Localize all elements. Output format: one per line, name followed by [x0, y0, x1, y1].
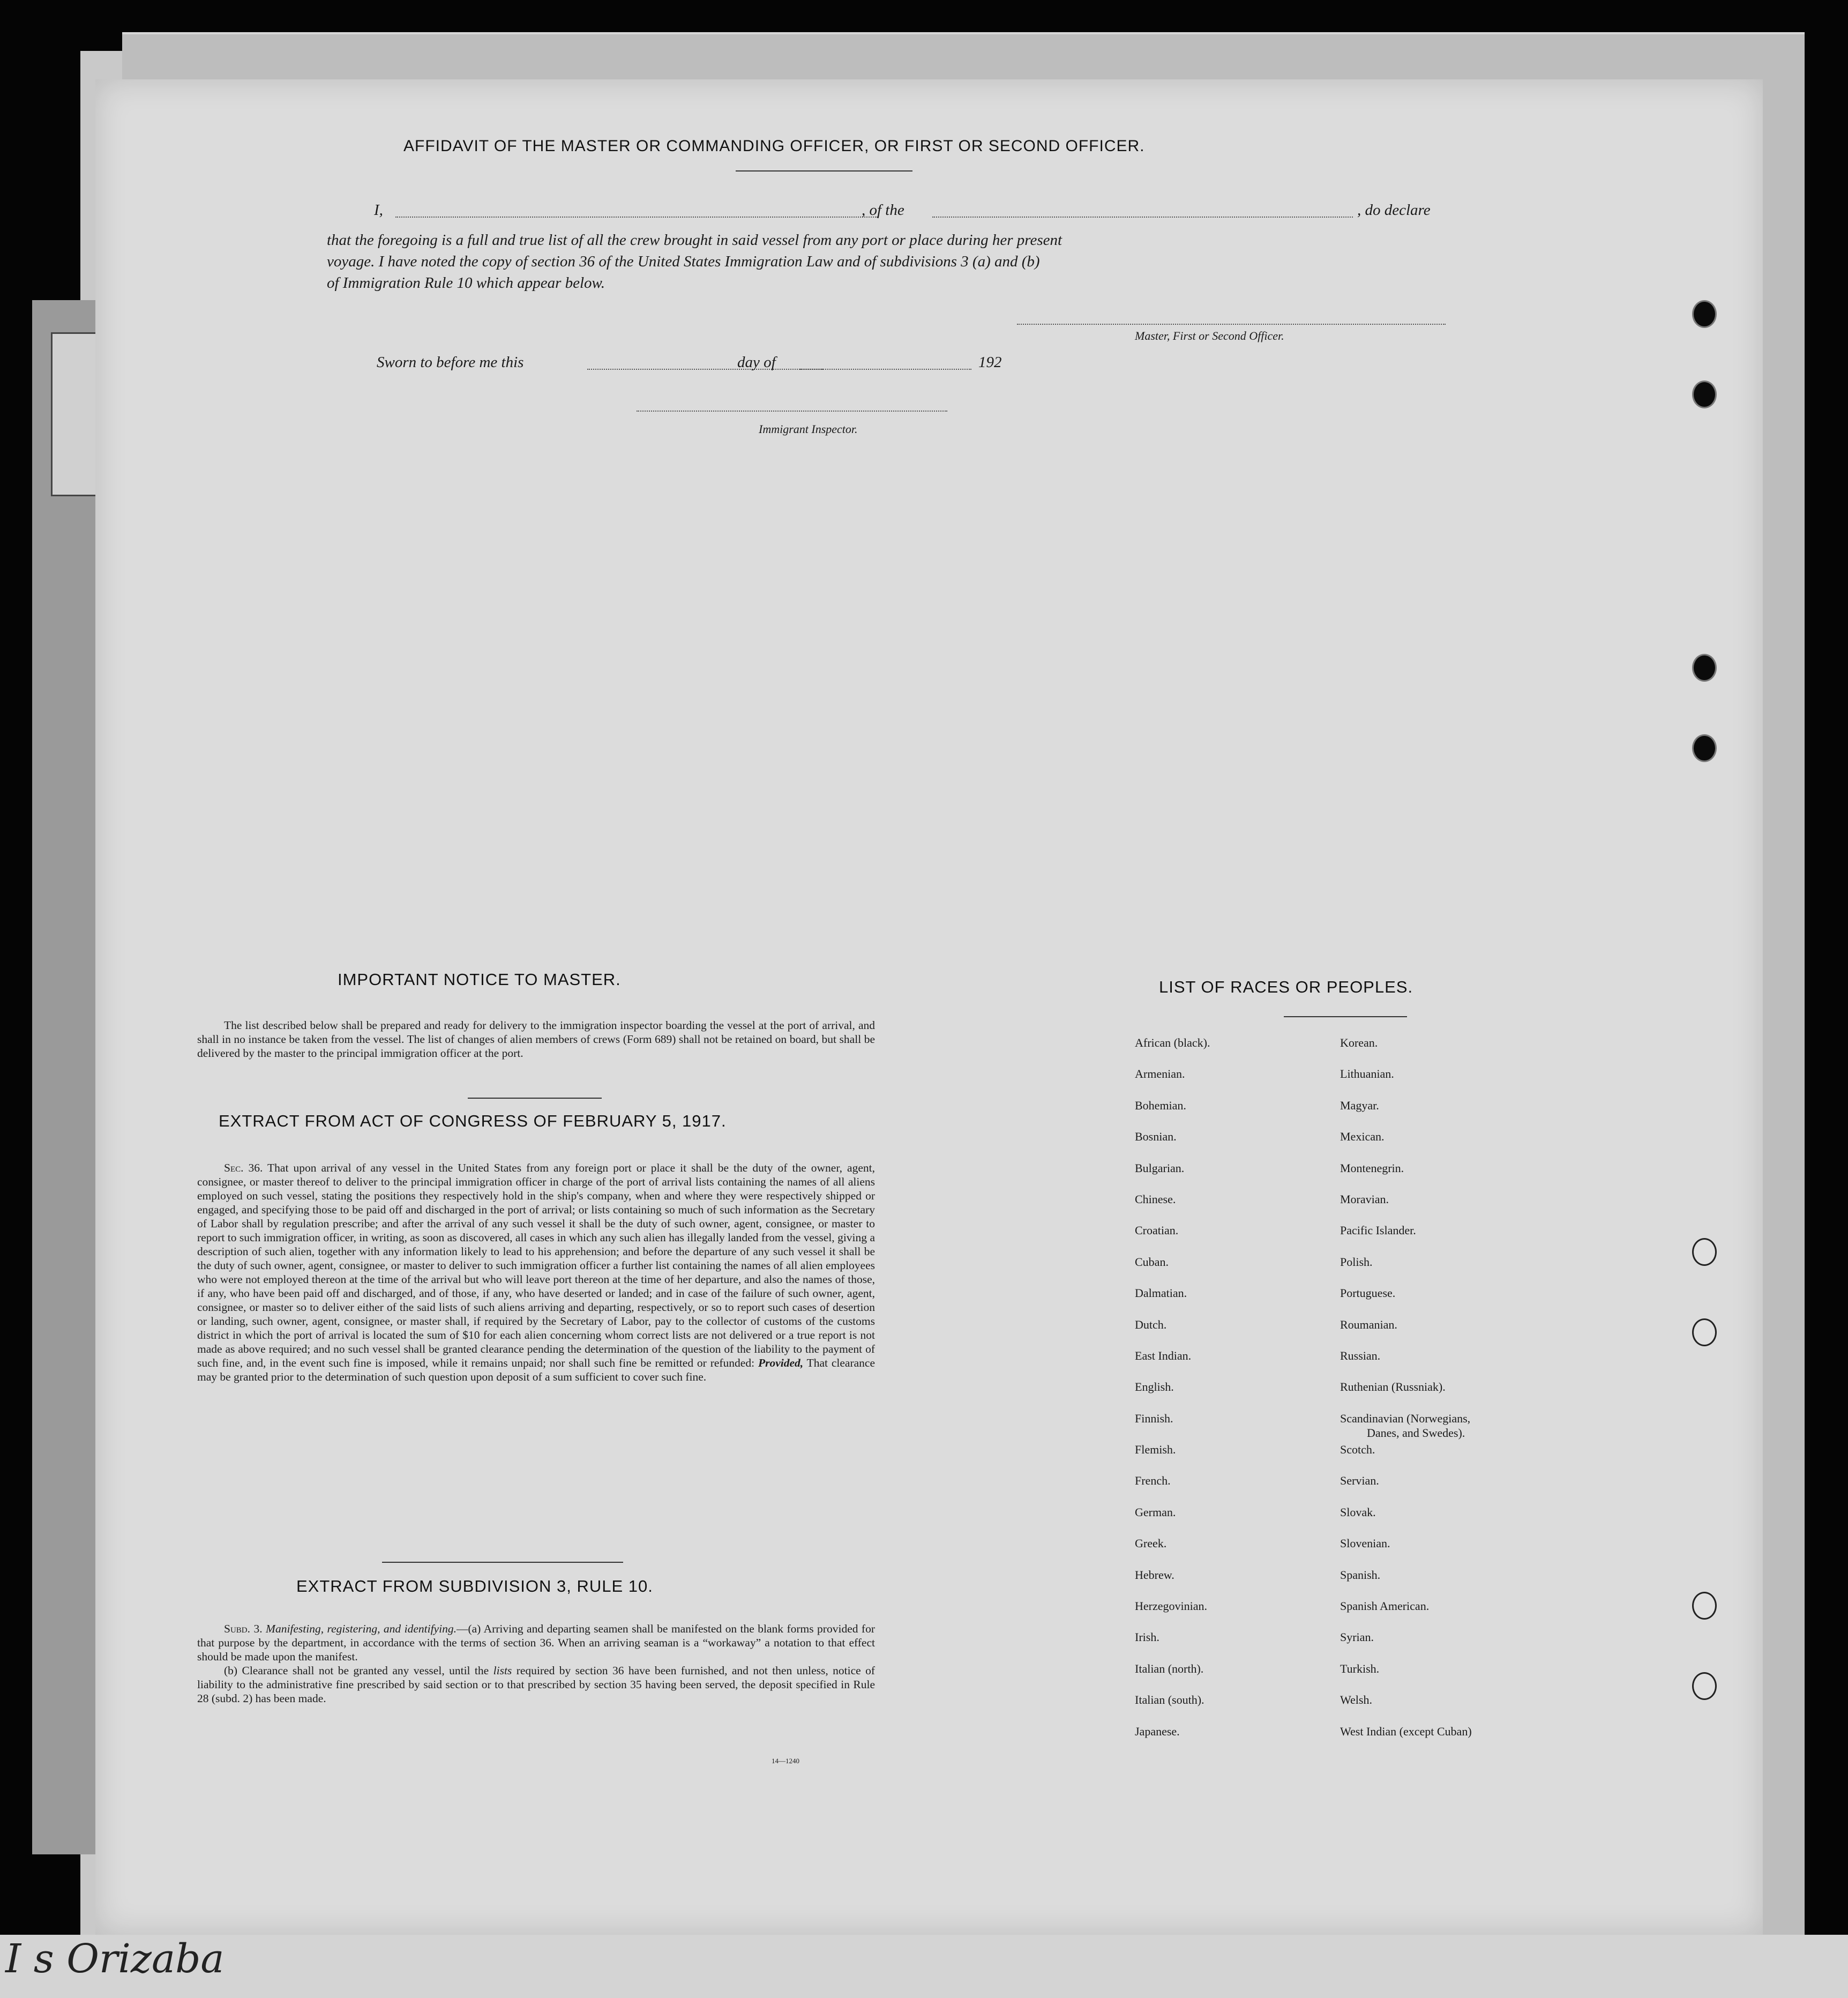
left-page-edge — [32, 300, 96, 1854]
sworn-day-line — [587, 369, 823, 370]
race-item: Dalmatian. — [1135, 1286, 1187, 1300]
rule-para-b-end: required by section 36 have been furnished, and not then unless, notice of liability to the administrative fine prescribed by said section or to that prescribed by section 35 having been served, the deposit specified in Rule 28 (subd. 2) has been made. — [197, 1664, 876, 1705]
race-item: Bohemian. — [1135, 1098, 1186, 1112]
punch-hole — [1692, 300, 1717, 328]
race-item: Flemish. — [1135, 1443, 1176, 1457]
race-item: Bulgarian. — [1135, 1161, 1185, 1175]
master-signature-line — [1017, 324, 1446, 325]
race-item: African (black). — [1135, 1036, 1210, 1049]
race-item: Polish. — [1340, 1255, 1373, 1269]
affidavit-line-3: of Immigration Rule 10 which appear below. — [327, 274, 605, 292]
rule-lists-word: lists — [493, 1664, 512, 1677]
affidavit-line-1: that the foregoing is a full and true list of all the crew brought in said vessel from any port or place during her present — [327, 232, 1063, 249]
race-item: Servian. — [1340, 1474, 1379, 1488]
rule-subd-label: Subd. 3. — [224, 1622, 263, 1635]
race-item: Ruthenian (Russniak). — [1340, 1380, 1446, 1394]
race-item: Turkish. — [1340, 1661, 1380, 1675]
race-item: Slovak. — [1340, 1505, 1376, 1519]
race-item: West Indian (except Cuban) — [1340, 1724, 1472, 1738]
race-item: Spanish American. — [1340, 1599, 1430, 1613]
affidavit-title: AFFIDAVIT OF THE MASTER OR COMMANDING OFFICER, OR FIRST OR SECOND OFFICER. — [403, 137, 1145, 155]
inspector-signature-line — [637, 411, 947, 412]
punch-hole — [1692, 1592, 1717, 1620]
punch-hole — [1692, 1238, 1717, 1266]
race-item: Mexican. — [1340, 1130, 1385, 1144]
race-item: Italian (north). — [1135, 1661, 1204, 1675]
race-item: Slovenian. — [1340, 1537, 1390, 1550]
race-item: French. — [1135, 1474, 1171, 1488]
manifest-page — [95, 79, 1763, 1935]
race-item: Herzegovinian. — [1135, 1599, 1207, 1613]
race-item: Croatian. — [1135, 1224, 1179, 1237]
punch-hole — [1692, 1672, 1717, 1700]
race-item: Spanish. — [1340, 1568, 1381, 1582]
sworn-month-line — [800, 369, 971, 370]
act-section-text: That upon arrival of any vessel in the United States from any foreign port or place it shall be the duty of the owner, agent, consignee, or master thereof to deliver to the principal immigration officer in charge of the port of arrival lists containing the names of all aliens employed on such vessel, stating the positions they respectively hold in the ship's company, when and where they were respectively shipped or engaged, and specifying those to be paid off and discharged in the port of arrival; or lists containing so much of such information as the Secretary of Labor shall by regulation prescribe; and after the arrival of any such vessel it shall be the duty of such owner, agent, consignee, or master to report to such immigration officer, in writing, as soon as discovered, all cases in which any such alien has illegally landed from the vessel, giving a description of such alien, together with any information likely to lead to his apprehension; and before the departure of any such vessel it shall be the duty of such owner, agent, consignee, or master to deliver to such immigration officer a further list containing the names of all alien employees who were not employed thereon at the time of the arrival but who will leave port thereon at the time of her departure, and also the names of those, if any, who have been paid off and discharged, and of those, if any, who have deserted or landed; and in case of the failure of such owner, agent, consignee, or master so to deliver either of the said lists of such aliens arriving and departing, respectively, or so to report such cases of desertion or landing, such owner, agent, consignee, or master shall, if required by the Secretary of Labor, pay to the collector of customs of the customs district in which the port of arrival is located the sum of $10 for each alien concerning whom correct lists are not delivered or a true report is not made as above required; and no such vessel shall be granted clearance pending the determination of the question of the liability to the payment of such fine, and, in the event such fine is imposed, while it remains unpaid; nor shall such fine be remitted or refunded: — [197, 1161, 875, 1369]
notice-text — [197, 1018, 875, 1060]
race-item: Portuguese. — [1340, 1286, 1396, 1300]
race-item: Greek. — [1135, 1537, 1167, 1550]
race-item: Lithuanian. — [1340, 1067, 1394, 1081]
vessel-field-line — [932, 217, 1353, 218]
year-label: 192 — [978, 354, 1002, 371]
index-tab — [51, 332, 97, 496]
affidavit-do-declare: , do declare — [1357, 202, 1431, 219]
rule-text — [197, 1622, 875, 1705]
day-of-label: day of — [737, 354, 776, 371]
act-text — [197, 1161, 875, 1384]
notice-paragraph: The list described below shall be prepared and ready for delivery to the immigration inspector boarding the vessel at the port of arrival, and shall in no instance be taken from the vessel. The list of changes of alien members of crews (Form 689) shall not be retained on board, but shall be delivered by the master to the principal immigration officer at the port. — [197, 1019, 875, 1060]
rule-title: EXTRACT FROM SUBDIVISION 3, RULE 10. — [296, 1577, 653, 1596]
punch-hole — [1692, 1318, 1717, 1346]
race-item: English. — [1135, 1380, 1174, 1394]
race-item: Russian. — [1340, 1348, 1381, 1362]
race-item: Irish. — [1135, 1630, 1159, 1644]
race-item: Scotch. — [1340, 1443, 1375, 1457]
inspector-caption: Immigrant Inspector. — [759, 422, 858, 436]
race-item: Bosnian. — [1135, 1130, 1177, 1144]
race-item: Magyar. — [1340, 1098, 1379, 1112]
rule-paragraph-a — [197, 1622, 875, 1664]
race-item: Pacific Islander. — [1340, 1224, 1416, 1237]
name-field-line — [395, 217, 878, 218]
races-title-underline — [1284, 1016, 1407, 1017]
race-item: Montenegrin. — [1340, 1161, 1404, 1175]
act-paragraph — [197, 1161, 875, 1384]
rule-para-a-text: —(a) Arriving and departing seamen shall be manifested on the blank forms provided for that purpose by the department, in accordance with the terms of section 36. When an arriving seaman is a “workaway” a notation to that effect should be made upon the manifest. — [197, 1622, 875, 1663]
title-underline — [736, 170, 912, 172]
handwritten-vessel-label: I s Orizaba — [5, 1936, 225, 1982]
race-item: Italian (south). — [1135, 1693, 1204, 1707]
master-signature-caption: Master, First or Second Officer. — [1135, 329, 1284, 342]
race-item: Welsh. — [1340, 1693, 1372, 1707]
race-item: Chinese. — [1135, 1192, 1176, 1206]
race-item: Hebrew. — [1135, 1568, 1174, 1582]
race-item: Korean. — [1340, 1036, 1378, 1049]
race-item: German. — [1135, 1505, 1176, 1519]
affidavit-i-label: I, — [374, 202, 383, 219]
bottom-page-edge — [0, 1935, 1848, 1998]
act-section-label: Sec. 36. — [224, 1161, 263, 1174]
punch-hole — [1692, 381, 1717, 408]
race-item: Finnish. — [1135, 1411, 1173, 1425]
race-item: Syrian. — [1340, 1630, 1374, 1644]
race-item-scandinavian-cont: Danes, and Swedes). — [1367, 1426, 1465, 1440]
races-left-column — [1135, 1036, 1210, 1756]
affidavit-of-the: , of the — [862, 202, 904, 219]
punch-hole — [1692, 734, 1717, 762]
rule-para-b-start: (b) Clearance shall not be granted any vessel, until the — [224, 1664, 489, 1677]
race-item: Roumanian. — [1340, 1317, 1397, 1331]
punch-hole — [1692, 654, 1717, 682]
race-item: Japanese. — [1135, 1724, 1180, 1738]
sworn-label: Sworn to before me this — [377, 354, 524, 371]
act-section-text-end: That clearance may be granted prior to the determination of such question upon deposit of a sum sufficient to cover such fine. — [197, 1356, 875, 1383]
race-item: Cuban. — [1135, 1255, 1169, 1269]
races-right-column — [1340, 1036, 1472, 1756]
notice-divider — [468, 1098, 602, 1099]
rule-subd-title: Manifesting, registering, and identifying. — [266, 1622, 457, 1635]
affidavit-line-2: voyage. I have noted the copy of section 36 of the United States Immigration Law and of subdivisions 3 (a) and (b) — [327, 253, 1040, 270]
race-item — [1340, 1412, 1472, 1443]
act-provided: Provided, — [758, 1356, 804, 1369]
race-item: Moravian. — [1340, 1192, 1389, 1206]
race-item: Armenian. — [1135, 1067, 1185, 1081]
race-item: Dutch. — [1135, 1317, 1167, 1331]
rule-paragraph-b — [197, 1664, 875, 1705]
act-title: EXTRACT FROM ACT OF CONGRESS OF FEBRUARY 5, 1917. — [219, 1112, 727, 1130]
race-item: East Indian. — [1135, 1348, 1192, 1362]
form-number: 14—1240 — [772, 1757, 799, 1765]
races-title: LIST OF RACES OR PEOPLES. — [1159, 978, 1413, 996]
act-divider — [382, 1562, 623, 1563]
notice-title: IMPORTANT NOTICE TO MASTER. — [338, 970, 621, 989]
race-item-scandinavian: Scandinavian (Norwegians, — [1340, 1411, 1471, 1425]
